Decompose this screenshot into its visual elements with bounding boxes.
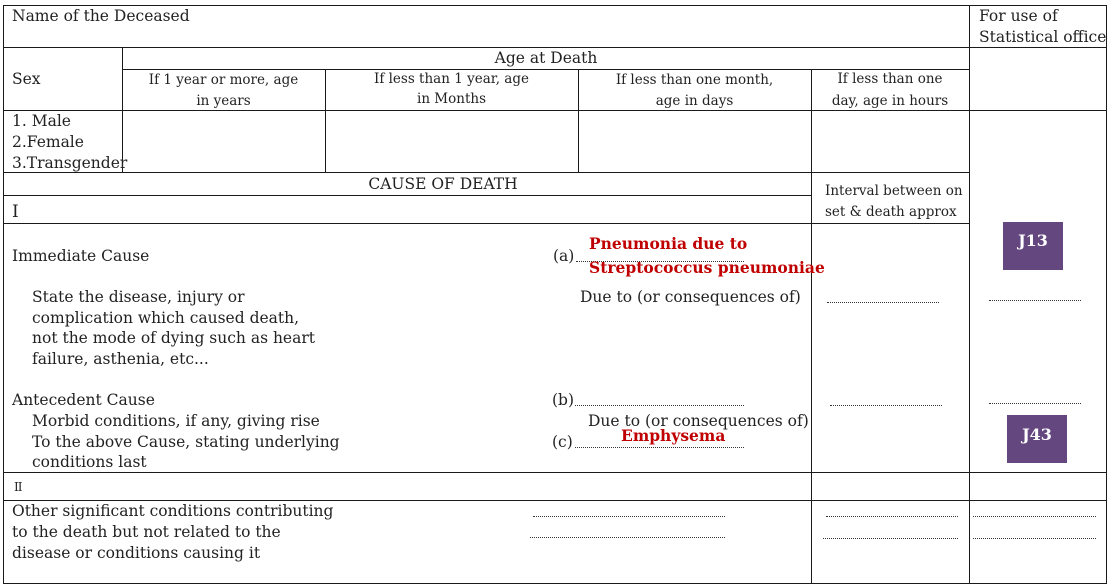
stat-office-label: For use of	[979, 7, 1058, 25]
age-col-months: If less than 1 year, age	[373, 71, 529, 87]
marker-c: (c)	[552, 433, 573, 451]
rule	[3, 172, 969, 173]
dotted-line	[989, 403, 1081, 404]
rule	[811, 69, 812, 584]
rule	[3, 472, 1106, 473]
antecedent-cause-value: Emphysema	[621, 426, 726, 445]
dotted-line	[973, 538, 1096, 539]
icd-code-badge: J13	[1003, 222, 1063, 270]
immediate-desc-line: complication which caused death,	[32, 309, 300, 327]
dotted-line	[530, 537, 725, 538]
interval-label: set & death approx	[825, 204, 957, 220]
section-two-label: II	[14, 480, 22, 494]
stat-office-label: Statistical office	[979, 28, 1107, 46]
rule	[3, 195, 812, 196]
antecedent-cause-label: Antecedent Cause	[12, 391, 155, 409]
rule	[3, 583, 1106, 584]
antecedent-desc-line: To the above Cause, stating underlying	[32, 433, 340, 451]
marker-a: (a)	[553, 247, 575, 265]
age-col-months: in Months	[417, 91, 486, 107]
dotted-line	[826, 516, 958, 517]
other-conditions-line: Other significant conditions contributing	[12, 502, 334, 520]
marker-b: (b)	[552, 391, 575, 409]
cause-of-death-title: CAUSE OF DEATH	[368, 175, 518, 193]
age-col-hours: If less than one	[837, 71, 943, 87]
immediate-cause-value: Streptococcus pneumoniae	[589, 258, 825, 277]
immediate-desc-line: not the mode of dying such as heart	[32, 329, 315, 347]
section-one-label: I	[12, 202, 19, 222]
due-to-label: Due to (or consequences of)	[588, 412, 809, 430]
dotted-line	[827, 302, 939, 303]
age-col-years: in years	[196, 93, 251, 109]
dotted-line	[533, 516, 725, 517]
age-col-hours: day, age in hours	[831, 93, 949, 109]
dotted-line	[823, 538, 958, 539]
age-col-days: If less than one month,	[615, 72, 774, 88]
deceased-name-label: Name of the Deceased	[12, 7, 190, 25]
rule	[3, 223, 969, 224]
immediate-cause-value: Pneumonia due to	[589, 234, 748, 253]
icd-code-badge: J43	[1007, 415, 1067, 463]
interval-label: Interval between on	[825, 183, 963, 199]
age-col-years: If 1 year or more, age	[148, 72, 299, 88]
immediate-desc-line: State the disease, injury or	[32, 288, 245, 306]
sex-label: Sex	[12, 70, 41, 88]
dotted-line	[973, 516, 1096, 517]
dotted-line	[830, 405, 942, 406]
dotted-line	[989, 300, 1081, 301]
age-at-death-title: Age at Death	[494, 49, 598, 67]
antecedent-desc-line: conditions last	[32, 453, 147, 471]
other-conditions-line: to the death but not related to the	[12, 523, 281, 541]
antecedent-desc-line: Morbid conditions, if any, giving rise	[32, 412, 320, 430]
due-to-label: Due to (or consequences of)	[580, 288, 801, 306]
rule	[969, 5, 970, 584]
other-conditions-line: disease or conditions causing it	[12, 544, 261, 562]
rule	[1106, 5, 1107, 584]
sex-option: 1. Male	[12, 112, 71, 130]
immediate-desc-line: failure, asthenia, etc...	[32, 350, 209, 368]
age-col-days: age in days	[655, 93, 734, 109]
sex-option: 2.Female	[12, 133, 84, 151]
rule	[3, 5, 4, 584]
sex-option: 3.Transgender	[12, 154, 128, 172]
dotted-line	[575, 405, 744, 406]
immediate-cause-label: Immediate Cause	[12, 247, 150, 265]
